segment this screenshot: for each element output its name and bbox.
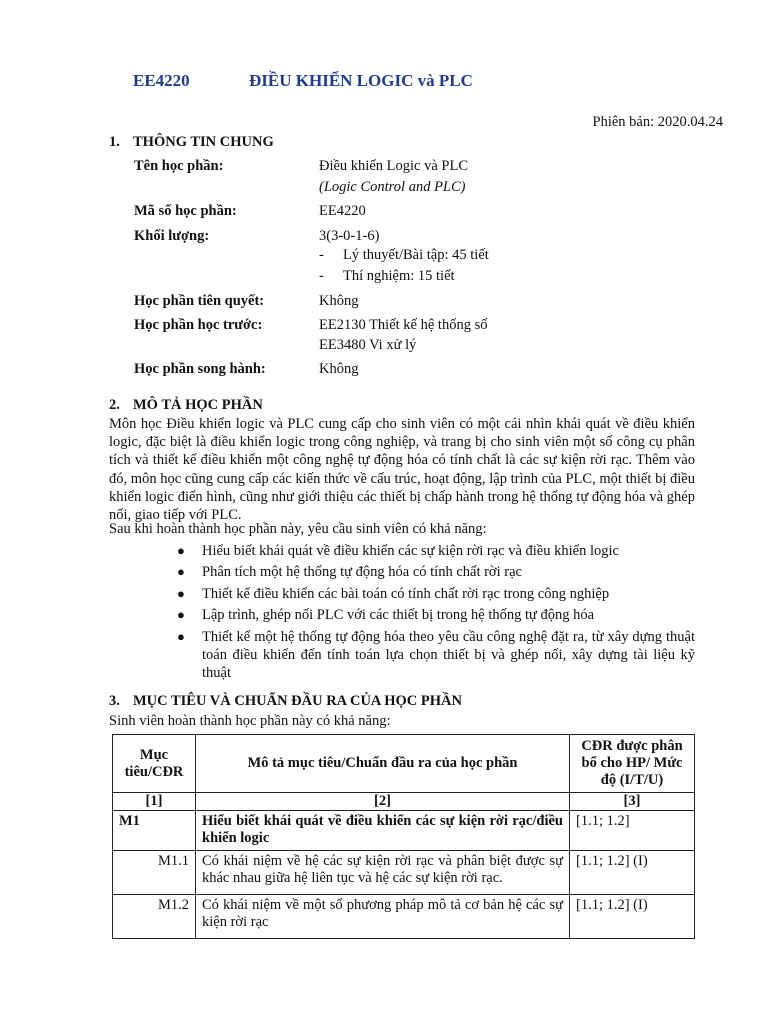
bullet-icon: ● bbox=[177, 564, 185, 580]
list-item bbox=[175, 606, 695, 624]
objective-cdr: [1.1; 1.2] (I) bbox=[570, 851, 695, 895]
info-label-corequisite: Học phần song hành: bbox=[134, 361, 266, 377]
info-value-course-name-en: (Logic Control and PLC) bbox=[319, 179, 466, 195]
info-value-corequisite: Không bbox=[319, 361, 359, 377]
column-header-cdr: CĐR được phân bổ cho HP/ Mức độ (I/T/U) bbox=[570, 735, 695, 793]
info-label-prerequisite: Học phần tiên quyết: bbox=[134, 293, 265, 309]
bullet-icon: ● bbox=[177, 607, 185, 623]
objective-id: M1 bbox=[113, 811, 196, 851]
objective-cdr: [1.1; 1.2] (I) bbox=[570, 895, 695, 939]
info-value-lab bbox=[319, 268, 455, 285]
outcomes-intro: Sau khi hoàn thành học phần này, yêu cầu sinh viên có khả năng: bbox=[109, 521, 487, 537]
info-value-credits: 3(3-0-1-6) bbox=[319, 228, 380, 244]
list-item bbox=[175, 542, 695, 560]
index-cell: [3] bbox=[570, 793, 695, 811]
info-label-course-code: Mã số học phần: bbox=[134, 203, 237, 219]
list-item-text: Hiểu biết khái quát về điều khiển các sự kiện rời rạc và điều khiển logic bbox=[202, 543, 619, 559]
objective-description: Có khái niệm về một số phương pháp mô tả cơ bản hệ các sự kiện rời rạc bbox=[196, 895, 570, 939]
list-item-text: Thiết kế một hệ thống tự động hóa theo yêu cầu công nghệ đặt ra, từ xây dựng thuật toán điều khiển đến tính toán lựa chọn thiết bị và ghép nối, xây dựng tài liệu kỹ thuật bbox=[202, 628, 695, 681]
objective-description: Có khái niệm về hệ các sự kiện rời rạc và phân biệt được sự khác nhau giữa hệ liên tục và hệ các sự kiện rời rạc. bbox=[196, 851, 570, 895]
list-item bbox=[175, 563, 695, 581]
info-value-prior-course-2: EE3480 Vi xử lý bbox=[319, 337, 417, 353]
section-number: 1. bbox=[109, 134, 120, 150]
theory-hours: Lý thuyết/Bài tập: 45 tiết bbox=[343, 247, 489, 263]
table-row bbox=[113, 811, 695, 851]
list-item-text: Lập trình, ghép nối PLC với các thiết bị trong hệ thống tự động hóa bbox=[202, 607, 595, 624]
table-header-row bbox=[113, 735, 695, 793]
section-3-heading bbox=[109, 693, 462, 710]
course-code: EE4220 bbox=[133, 71, 190, 90]
section-title: MÔ TẢ HỌC PHẦN bbox=[133, 397, 263, 413]
table-row bbox=[113, 851, 695, 895]
bullet-icon: ● bbox=[177, 543, 185, 558]
dash-marker: - bbox=[319, 268, 324, 284]
info-value-course-code: EE4220 bbox=[319, 203, 366, 219]
objectives-intro: Sinh viên hoàn thành học phần này có khả năng: bbox=[109, 713, 391, 729]
info-label-course-name: Tên học phần: bbox=[134, 158, 224, 174]
info-value-course-name: Điều khiển Logic và PLC bbox=[319, 158, 469, 174]
list-item bbox=[175, 628, 695, 683]
column-header-id: Mục tiêu/CĐR bbox=[113, 735, 196, 793]
section-number: 3. bbox=[109, 693, 120, 709]
objective-cdr: [1.1; 1.2] bbox=[570, 811, 695, 851]
objective-id: M1.2 bbox=[113, 895, 196, 939]
objective-description: Hiểu biết khái quát về điều khiển các sự kiện rời rạc/điều khiển logic bbox=[196, 811, 570, 851]
info-value-prior-course-1: EE2130 Thiết kế hệ thống số bbox=[319, 317, 488, 333]
list-item bbox=[175, 585, 695, 603]
column-header-description: Mô tả mục tiêu/Chuẩn đầu ra của học phần bbox=[196, 735, 570, 793]
section-1-heading bbox=[109, 134, 274, 151]
course-title: ĐIỀU KHIỂN LOGIC và PLC bbox=[249, 71, 473, 90]
bullet-icon: ● bbox=[177, 585, 185, 601]
section-title: MỤC TIÊU VÀ CHUẨN ĐẦU RA CỦA HỌC PHẦN bbox=[133, 693, 462, 709]
outcomes-list bbox=[175, 542, 695, 685]
index-cell: [2] bbox=[196, 793, 570, 811]
info-value-prerequisite: Không bbox=[319, 293, 359, 309]
table-index-row bbox=[113, 793, 695, 811]
table-row bbox=[113, 895, 695, 939]
bullet-icon: ● bbox=[177, 628, 185, 644]
list-item-text: Thiết kế điều khiển các bài toán có tính chất rời rạc trong công nghiệp bbox=[202, 585, 610, 602]
lab-hours: Thí nghiệm: 15 tiết bbox=[343, 268, 455, 284]
objectives-table bbox=[112, 734, 695, 939]
list-item-text: Phân tích một hệ thống tự động hóa có tính chất rời rạc bbox=[202, 564, 522, 581]
info-label-credits: Khối lượng: bbox=[134, 228, 210, 244]
objective-id: M1.1 bbox=[113, 851, 196, 895]
index-cell: [1] bbox=[113, 793, 196, 811]
section-number: 2. bbox=[109, 397, 120, 413]
info-label-prior-courses: Học phần học trước: bbox=[134, 317, 263, 333]
info-value-theory bbox=[319, 247, 489, 264]
section-title: THÔNG TIN CHUNG bbox=[133, 134, 274, 150]
course-description: Môn học Điều khiển logic và PLC cung cấp cho sinh viên có một cái nhìn khái quát về điều khiển logic, đặc biệt là điều khiển logic trong công nghiệp, và trang bị cho sinh viên một số công cụ phân tích và thiết kế điều khiển một công nghệ tự động hóa có tính chất là các sự kiện rời rạc. Thêm vào đó, môn học cũng cung cấp các kiến thức về cấu trúc, hoạt động, lập trình của PLC, một thiết bị điều khiển logic điển hình, cũng như giới thiệu các thiết bị chấp hành trong hệ thống tự động hóa và ghép nối, giao tiếp với PLC. bbox=[109, 416, 695, 524]
section-2-heading bbox=[109, 397, 263, 414]
version-label: Phiên bản: 2020.04.24 bbox=[592, 114, 723, 130]
dash-marker: - bbox=[319, 247, 324, 263]
